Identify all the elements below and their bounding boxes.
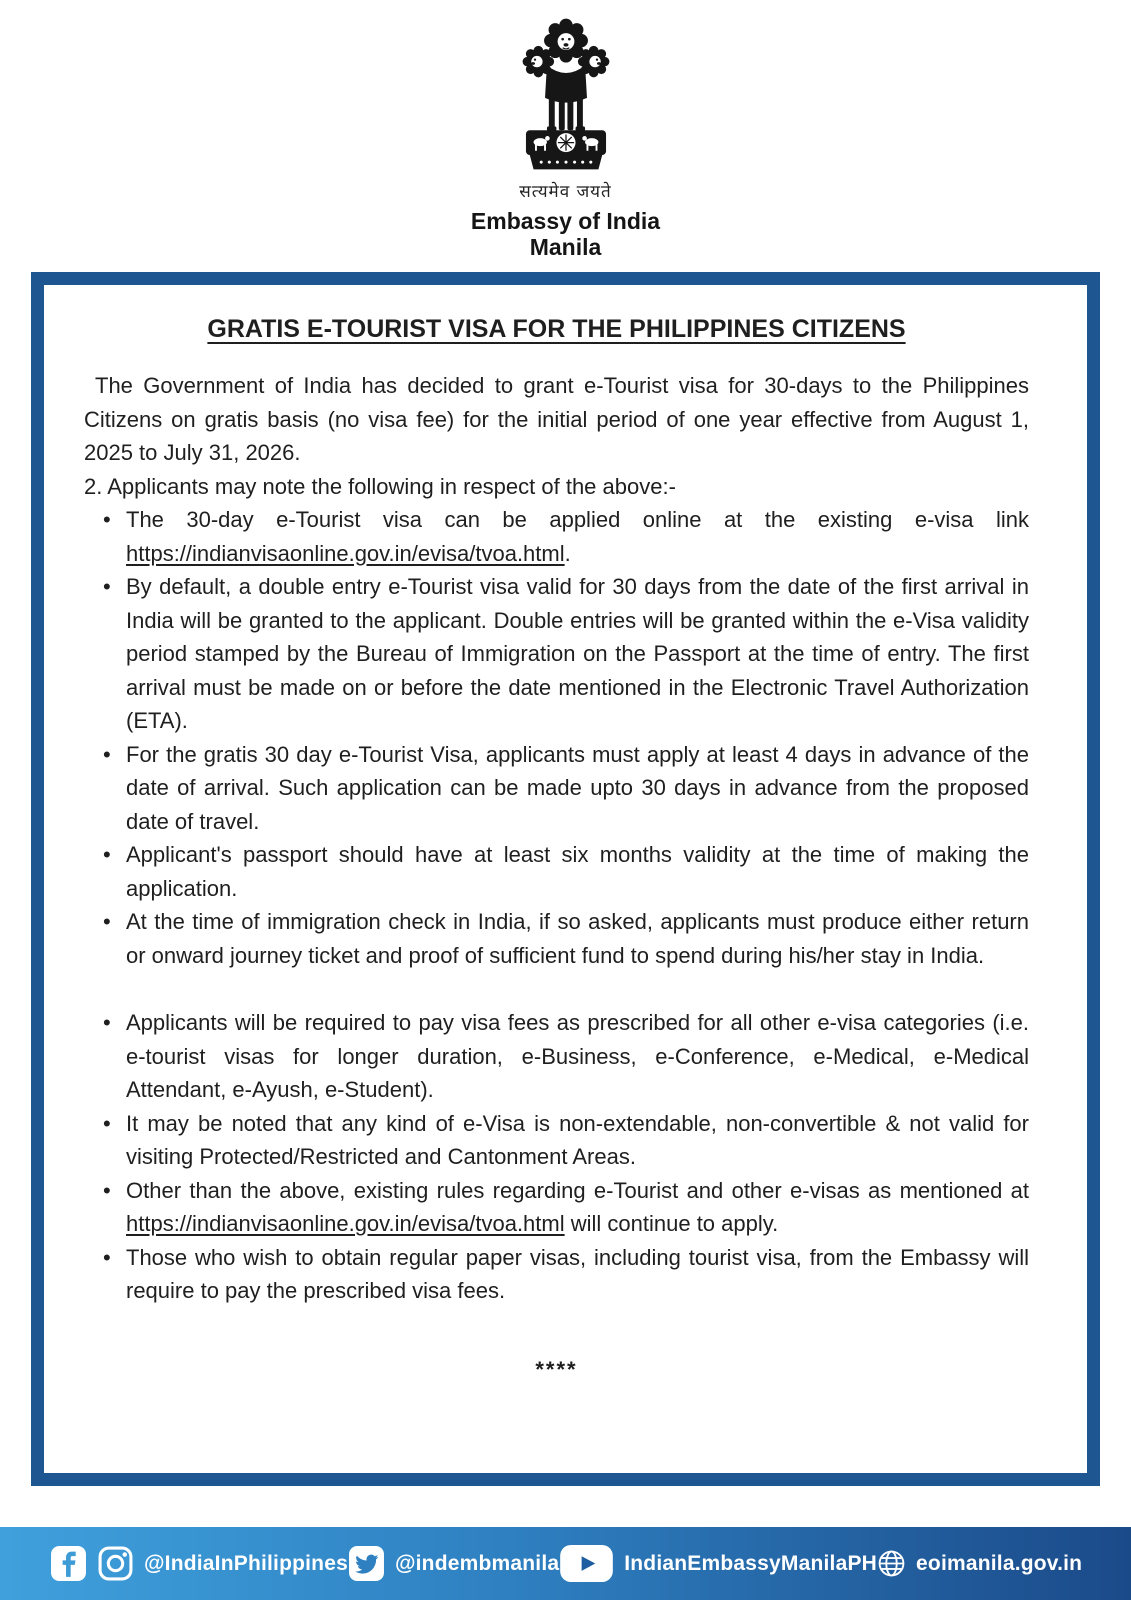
notice-bullet: • By default, a double entry e-Tourist visa valid for 30 days from the date of the first arrival in India will be granted to the applicant. Double entries will be granted within the e-Visa validity period stamped by the Bureau of Immigration on the Passport at the time of entry. The first arrival must be made on or before the date mentioned in the Electronic Travel Authorization (ETA). — [84, 570, 1029, 738]
footer-facebook-instagram — [50, 1545, 348, 1582]
footer-twitter — [348, 1545, 559, 1582]
footer-handle: @IndiaInPhilippines — [144, 1551, 348, 1575]
instagram-icon — [97, 1545, 134, 1582]
bullet-text: Other than the above, existing rules regarding e-Tourist and other e-visas as mentioned at — [126, 1177, 1029, 1203]
footer-website — [877, 1549, 1082, 1578]
notice-bullet: • At the time of immigration check in India, if so asked, applicants must produce either return or onward journey ticket and proof of sufficient fund to spend during his/her stay in India. — [84, 905, 1029, 972]
footer-website-url: eoimanila.gov.in — [916, 1551, 1083, 1575]
facebook-icon — [50, 1545, 87, 1582]
document-header — [0, 0, 1131, 260]
closing-marks: **** — [535, 1356, 578, 1382]
notice-bullet-list — [84, 503, 1029, 1308]
notice-bullet: • Those who wish to obtain regular paper visas, including tourist visa, from the Embassy will require to pay the prescribed visa fees. — [84, 1241, 1029, 1308]
evisa-link[interactable]: https://indianvisaonline.gov.in/evisa/tvoa.html — [126, 540, 565, 566]
notice-paragraph-2: 2. Applicants may note the following in respect of the above:- — [84, 473, 676, 499]
globe-icon — [877, 1549, 906, 1578]
notice-bullet: • Applicant's passport should have at least six months validity at the time of making the application. — [84, 838, 1029, 905]
notice-bullet: • For the gratis 30 day e-Tourist Visa, applicants must apply at least 4 days in advance of the date of arrival. Such application can be made upto 30 days in advance from the proposed date of travel. — [84, 738, 1029, 839]
org-name: Embassy of India — [470, 208, 661, 234]
footer-handle: IndianEmbassyManilaPH — [624, 1551, 878, 1575]
emblem-motto: सत्यमेव जयते — [519, 182, 612, 202]
notice-bullet — [84, 503, 1029, 570]
youtube-icon — [559, 1544, 614, 1583]
bullet-text: The 30-day e-Tourist visa can be applied online at the existing e-visa link — [126, 507, 1029, 532]
notice-bullet — [84, 1174, 1029, 1241]
bullet-text: will continue to apply. — [564, 1211, 779, 1236]
org-location: Manila — [529, 234, 602, 260]
footer-handle: @indembmanila — [394, 1551, 560, 1575]
social-footer — [0, 1527, 1131, 1600]
notice-bullet: • It may be noted that any kind of e-Visa is non-extendable, non-convertible & not valid for visiting Protected/Restricted and Cantonment Areas. — [84, 1107, 1029, 1174]
footer-youtube — [559, 1544, 877, 1583]
twitter-icon — [348, 1545, 385, 1582]
emblem-of-india-icon — [506, 12, 626, 176]
notice-title: GRATIS E-TOURIST VISA FOR THE PHILIPPINES CITIZENS — [207, 315, 906, 343]
notice-bullet: • Applicants will be required to pay visa fees as prescribed for all other e-visa categories (i.e. e-tourist visas for longer duration, e-Business, e-Conference, e-Medical, e-Medical Attendant, e-Ayush, e-Student). — [84, 1006, 1029, 1107]
bullet-text: . — [564, 540, 571, 566]
notice-intro-paragraph: The Government of India has decided to grant e-Tourist visa for 30-days to the Philippines Citizens on gratis basis (no visa fee) for the initial period of one year effective from August 1, 2025 to July 31, 2026. — [84, 373, 1029, 465]
notice-box — [31, 272, 1100, 1486]
evisa-link[interactable]: https://indianvisaonline.gov.in/evisa/tvoa.html — [126, 1211, 565, 1236]
